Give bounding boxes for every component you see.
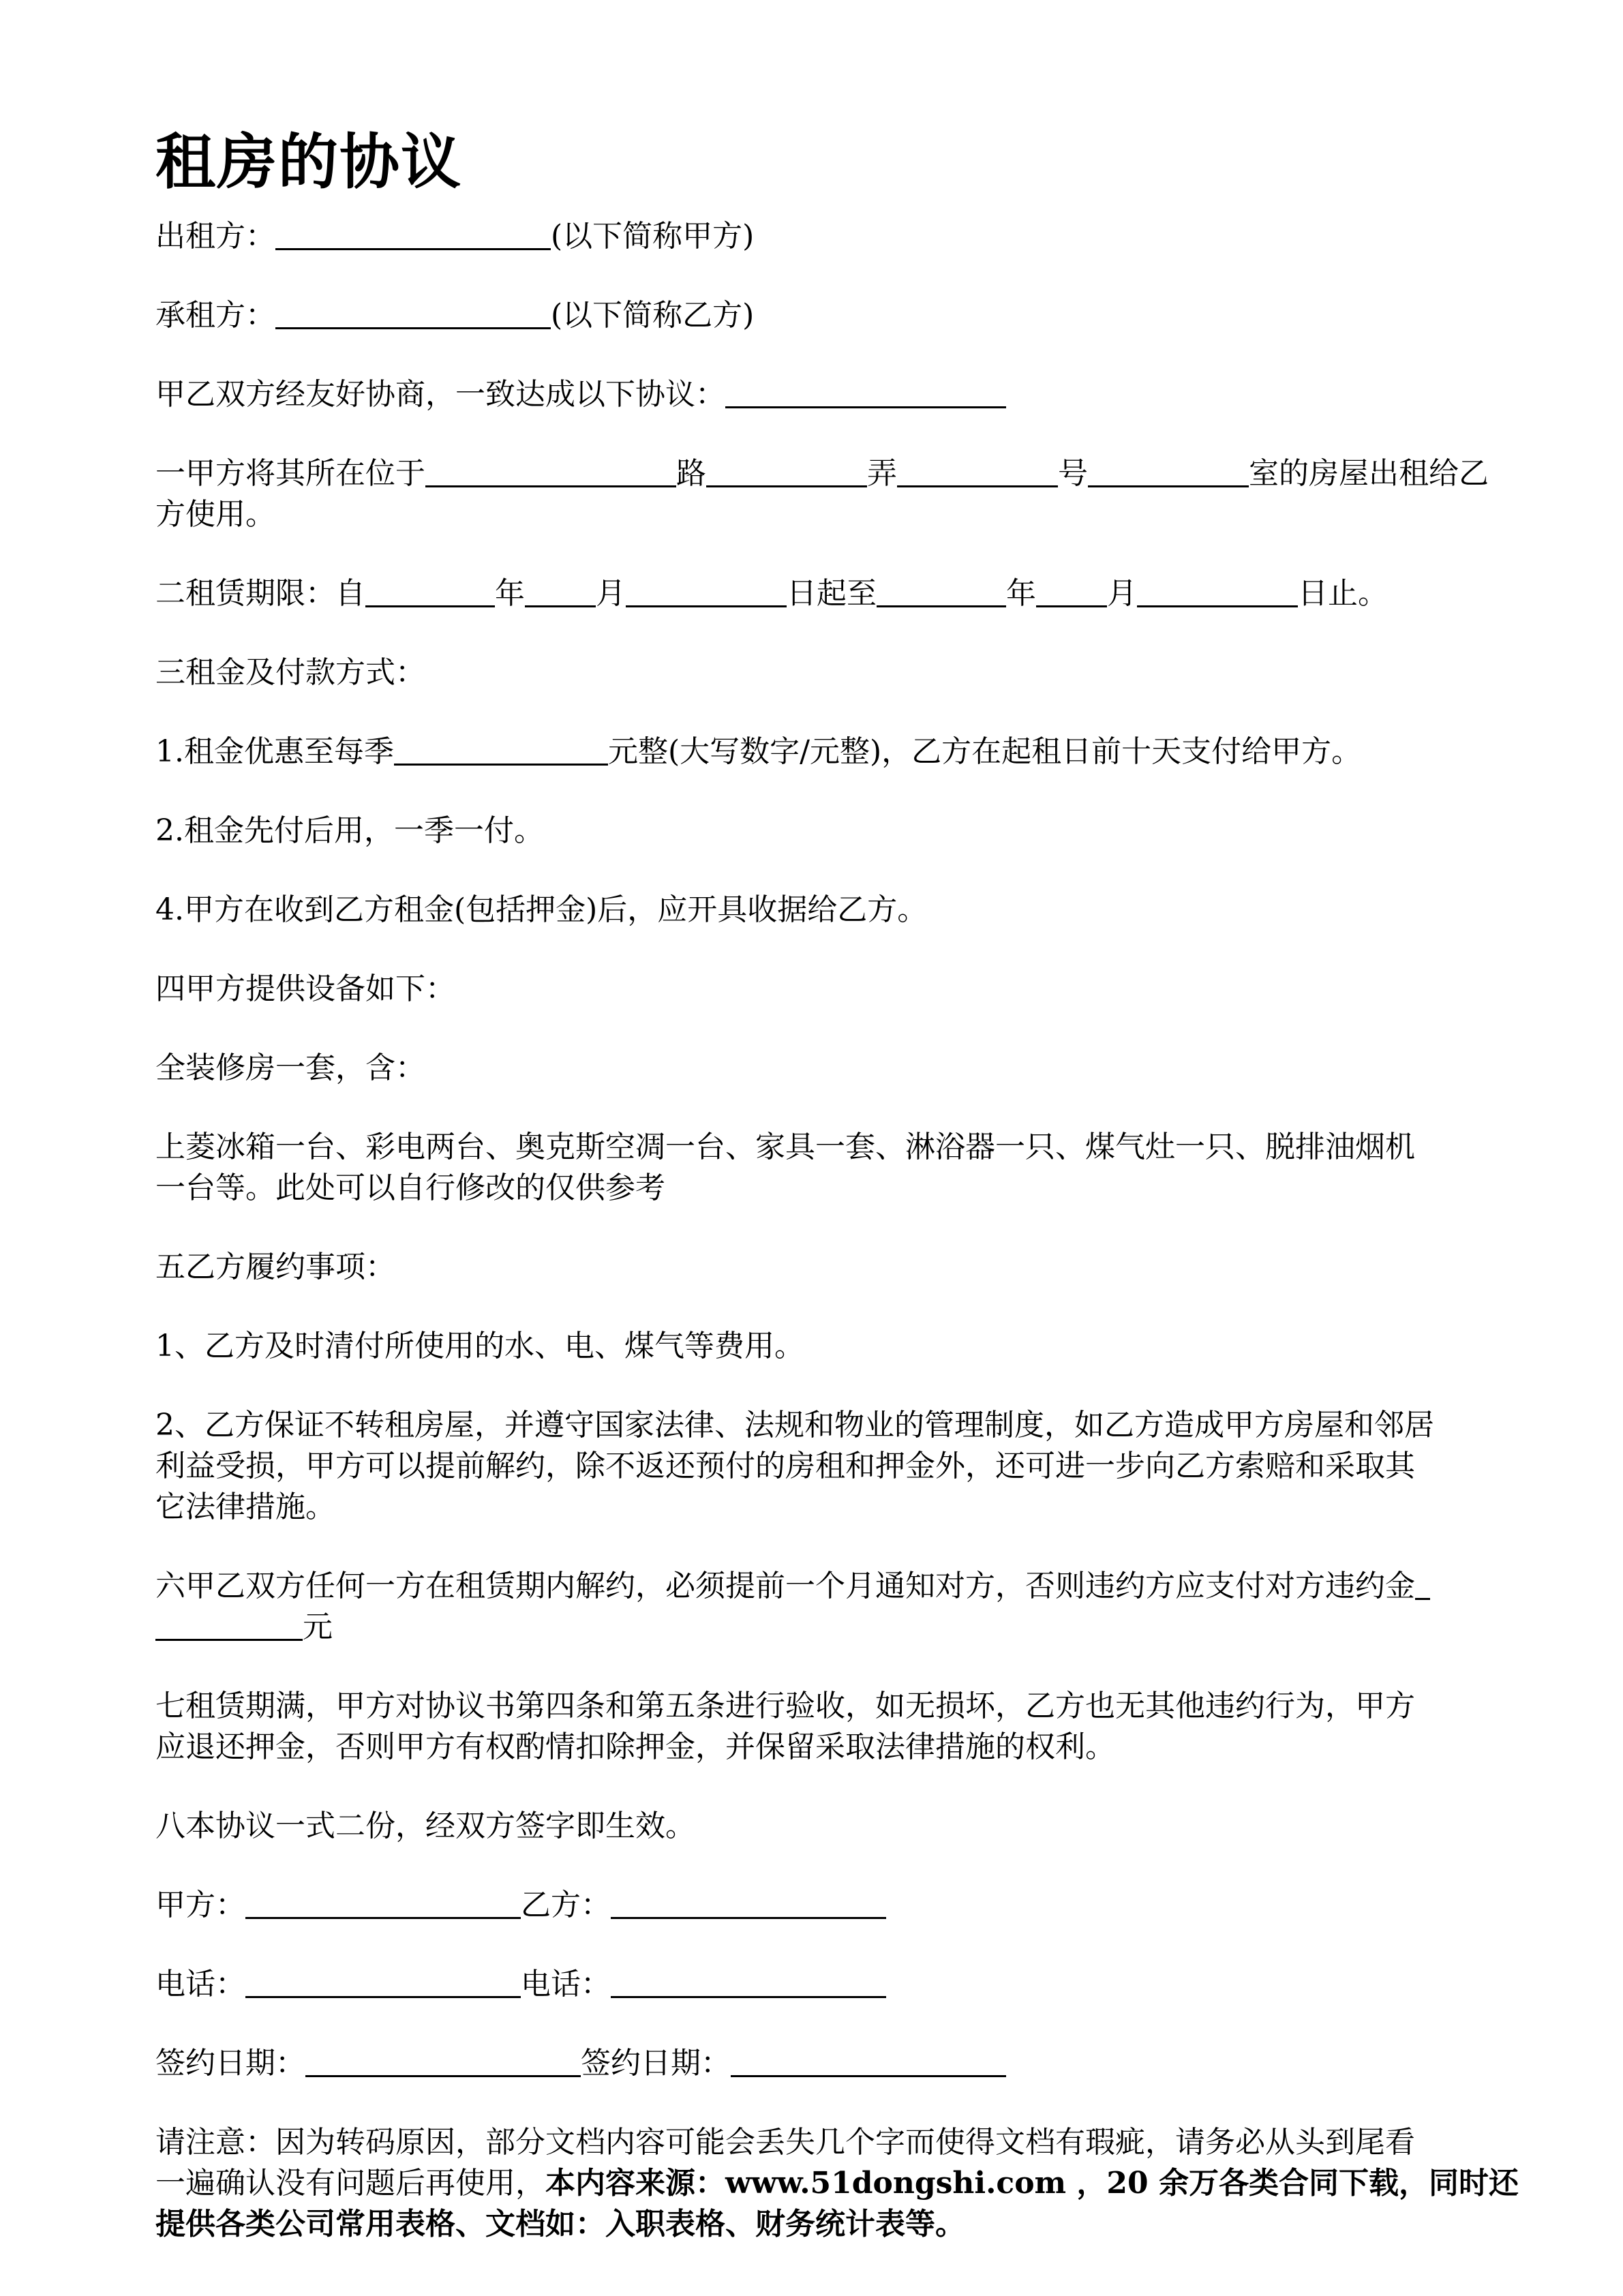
- year2-label: 年: [1006, 576, 1036, 611]
- clause4-title: 四甲方提供设备如下：: [155, 971, 455, 1006]
- end-day-blank[interactable]: [1137, 578, 1298, 607]
- clause8: 八本协议一式二份，经双方签字即生效。: [155, 1809, 695, 1843]
- lessee-suffix: (以下简称乙方): [551, 298, 755, 333]
- clause1-prefix: 一甲方将其所在位于: [155, 456, 425, 491]
- date-a-blank[interactable]: [305, 2048, 581, 2077]
- phone-a-blank[interactable]: [245, 1969, 521, 1998]
- day-from-label: 日起至: [787, 576, 877, 611]
- notice-line1: 请注意：因为转码原因，部分文档内容可能会丢失几个字而使得文档有瑕疵，请务必从头到尾看: [155, 2125, 1415, 2160]
- phone-b-blank[interactable]: [611, 1969, 886, 1998]
- clause5-item2b: 利益受损，甲方可以提前解约，除不返还预付的房租和押金外，还可进一步向乙方索赔和采取其: [155, 1449, 1415, 1483]
- lessee-label: 承租方：: [155, 298, 275, 333]
- clause5-item2c: 它法律措施。: [155, 1490, 335, 1524]
- phone-a-label: 电话：: [155, 1967, 245, 2002]
- party-a-blank[interactable]: [245, 1890, 521, 1919]
- rent-amount-blank[interactable]: [394, 736, 608, 766]
- clause4-line2b: 一台等。此处可以自行修改的仅供参考: [155, 1170, 665, 1205]
- date-row: [155, 2044, 1491, 2083]
- notice-line2: [155, 2164, 1519, 2203]
- address-blank[interactable]: [425, 458, 676, 487]
- item1-prefix: 1.租金优惠至每季: [155, 734, 394, 769]
- item1-suffix: 元整(大写数字/元整)，乙方在起租日前十天支付给甲方。: [607, 734, 1362, 769]
- party-a-label: 甲方：: [155, 1888, 245, 1922]
- intro-text: 甲乙双方经友好协商，一致达成以下协议：: [155, 377, 725, 412]
- start-day-blank[interactable]: [626, 578, 787, 607]
- date-a-label: 签约日期：: [155, 2046, 305, 2081]
- room-text: 室的房屋出租给乙: [1249, 456, 1489, 491]
- clause6-line1: [155, 1567, 1491, 1606]
- notice-line3: 提供各类公司常用表格、文档如：入职表格、财务统计表等。: [155, 2207, 965, 2241]
- end-month-blank[interactable]: [1036, 578, 1107, 607]
- clause5-item2a: 2、乙方保证不转租房屋，并遵守国家法律、法规和物业的管理制度，如乙方造成甲方房屋和邻居: [155, 1408, 1434, 1442]
- lessee-line: [155, 296, 1491, 335]
- phone-row: [155, 1965, 1491, 2004]
- clause3-item1: [155, 732, 1491, 772]
- clause6-text: 六甲乙双方任何一方在租赁期内解约，必须提前一个月通知对方，否则违约方应支付对方违约金: [155, 1569, 1415, 1603]
- penalty-unit: 元: [303, 1610, 333, 1644]
- road-label: 路: [676, 456, 706, 491]
- clause4-line2a: 上菱冰箱一台、彩电两台、奥克斯空凋一台、家具一套、淋浴器一只、煤气灶一只、脱排油烟机: [155, 1130, 1415, 1164]
- clause7-line2: 应退还押金，否则甲方有权酌情扣除押金，并保留采取法律措施的权利。: [155, 1729, 1115, 1764]
- party-b-label: 乙方：: [521, 1888, 611, 1922]
- month1-label: 月: [596, 576, 626, 611]
- month2-label: 月: [1107, 576, 1137, 611]
- notice-source: 本内容来源：www.51dongshi.com ，20 余万各类合同下载，同时还: [545, 2166, 1519, 2201]
- start-month-blank[interactable]: [525, 578, 596, 607]
- clause1-line1: [155, 454, 1491, 494]
- clause5-item1: 1、乙方及时清付所使用的水、电、煤气等费用。: [155, 1329, 804, 1363]
- clause2-line: [155, 574, 1491, 614]
- year1-label: 年: [495, 576, 525, 611]
- party-b-blank[interactable]: [611, 1890, 886, 1919]
- intro-blank[interactable]: [725, 379, 1006, 408]
- intro-line: [155, 375, 1491, 414]
- day-to-label: 日止。: [1298, 576, 1388, 611]
- road-blank[interactable]: [706, 458, 867, 487]
- clause3-item4: 4.甲方在收到乙方租金(包括押金)后，应开具收据给乙方。: [155, 892, 928, 927]
- clause4-line1: 全装修房一套，含：: [155, 1051, 425, 1085]
- date-b-blank[interactable]: [731, 2048, 1006, 2077]
- lane-label: 弄: [867, 456, 897, 491]
- clause5-title: 五乙方履约事项：: [155, 1250, 395, 1284]
- start-year-blank[interactable]: [365, 578, 495, 607]
- number-blank[interactable]: [1088, 458, 1249, 487]
- lessor-suffix: (以下简称甲方): [551, 219, 755, 254]
- penalty-blank-start[interactable]: [1415, 1571, 1430, 1600]
- number-label: 号: [1058, 456, 1088, 491]
- clause3-title: 三租金及付款方式：: [155, 655, 425, 690]
- lane-blank[interactable]: [897, 458, 1058, 487]
- lessor-label: 出租方：: [155, 219, 275, 254]
- clause6-line2: [155, 1607, 1491, 1647]
- clause1-line2: 方使用。: [155, 497, 275, 532]
- clause2-prefix: 二租赁期限：自: [155, 576, 365, 611]
- phone-b-label: 电话：: [521, 1967, 611, 2002]
- document-title: 租房的协议: [155, 127, 463, 197]
- date-b-label: 签约日期：: [581, 2046, 731, 2081]
- clause7-line1: 七租赁期满，甲方对协议书第四条和第五条进行验收，如无损坏，乙方也无其他违约行为，甲方: [155, 1689, 1415, 1723]
- lessor-line: [155, 217, 1491, 256]
- notice-normal: 一遍确认没有问题后再使用，: [155, 2166, 545, 2201]
- lessee-blank[interactable]: [275, 300, 551, 329]
- clause3-item2: 2.租金先付后用，一季一付。: [155, 813, 544, 848]
- lessor-blank[interactable]: [275, 221, 551, 250]
- penalty-amount-blank[interactable]: [155, 1612, 303, 1641]
- end-year-blank[interactable]: [877, 578, 1006, 607]
- signature-row: [155, 1886, 1491, 1925]
